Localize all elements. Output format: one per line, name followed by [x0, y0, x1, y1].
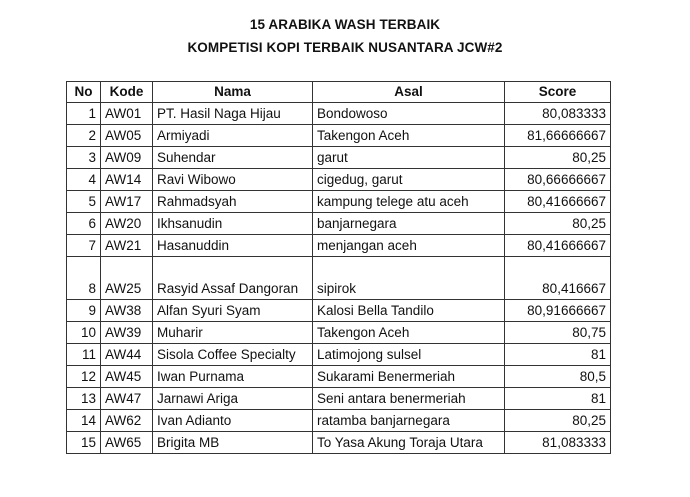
table-row — [67, 191, 611, 213]
table-row — [67, 257, 611, 300]
table-row — [67, 213, 611, 235]
table-row — [67, 300, 611, 322]
cell-no: 11 — [67, 344, 101, 366]
cell-score: 80,41666667 — [505, 191, 611, 213]
document-title: 15 ARABIKA WASH TERBAIK — [249, 17, 441, 32]
cell-nama: Rahmadsyah — [153, 191, 313, 213]
cell-nama: Suhendar — [153, 147, 313, 169]
cell-asal: menjangan aceh — [313, 235, 505, 257]
cell-nama: Brigita MB — [153, 432, 313, 454]
cell-asal: ratamba banjarnegara — [313, 410, 505, 432]
cell-nama: Jarnawi Ariga — [153, 388, 313, 410]
cell-asal: Seni antara benermeriah — [313, 388, 505, 410]
cell-asal: Kalosi Bella Tandilo — [313, 300, 505, 322]
table-row — [67, 366, 611, 388]
cell-kode: AW44 — [101, 344, 153, 366]
cell-score: 80,25 — [505, 410, 611, 432]
table-header-row — [67, 82, 611, 103]
cell-asal: To Yasa Akung Toraja Utara — [313, 432, 505, 454]
cell-kode: AW20 — [101, 213, 153, 235]
cell-score: 81,66666667 — [505, 125, 611, 147]
cell-asal: kampung telege atu aceh — [313, 191, 505, 213]
table-row — [67, 410, 611, 432]
header-nama: Nama — [153, 82, 313, 103]
cell-score: 80,416667 — [505, 257, 611, 300]
table-row — [67, 432, 611, 454]
table-row — [67, 388, 611, 410]
cell-kode: AW39 — [101, 322, 153, 344]
cell-no: 14 — [67, 410, 101, 432]
cell-no: 12 — [67, 366, 101, 388]
cell-asal: garut — [313, 147, 505, 169]
cell-asal: Takengon Aceh — [313, 125, 505, 147]
cell-kode: AW45 — [101, 366, 153, 388]
cell-score: 81,083333 — [505, 432, 611, 454]
cell-no: 4 — [67, 169, 101, 191]
cell-nama: Ivan Adianto — [153, 410, 313, 432]
header-score: Score — [505, 82, 611, 103]
header-kode: Kode — [101, 82, 153, 103]
cell-nama: Sisola Coffee Specialty — [153, 344, 313, 366]
document-subtitle: KOMPETISI KOPI TERBAIK NUSANTARA JCW#2 — [187, 40, 503, 55]
cell-no: 15 — [67, 432, 101, 454]
cell-kode: AW05 — [101, 125, 153, 147]
results-table — [66, 81, 611, 454]
cell-kode: AW14 — [101, 169, 153, 191]
cell-score: 80,75 — [505, 322, 611, 344]
cell-no: 3 — [67, 147, 101, 169]
cell-nama: Ravi Wibowo — [153, 169, 313, 191]
cell-score: 81 — [505, 344, 611, 366]
cell-score: 80,25 — [505, 147, 611, 169]
cell-kode: AW01 — [101, 103, 153, 125]
cell-asal: banjarnegara — [313, 213, 505, 235]
cell-kode: AW65 — [101, 432, 153, 454]
cell-nama: Alfan Syuri Syam — [153, 300, 313, 322]
cell-score: 80,41666667 — [505, 235, 611, 257]
cell-nama: Muharir — [153, 322, 313, 344]
header-asal: Asal — [313, 82, 505, 103]
cell-nama: Rasyid Assaf Dangoran — [153, 257, 313, 300]
table-row — [67, 125, 611, 147]
cell-nama: Iwan Purnama — [153, 366, 313, 388]
table-row — [67, 344, 611, 366]
cell-asal: Sukarami Benermeriah — [313, 366, 505, 388]
cell-no: 8 — [67, 257, 101, 300]
cell-score: 80,91666667 — [505, 300, 611, 322]
cell-no: 6 — [67, 213, 101, 235]
table-row — [67, 103, 611, 125]
cell-no: 1 — [67, 103, 101, 125]
cell-nama: Armiyadi — [153, 125, 313, 147]
cell-kode: AW47 — [101, 388, 153, 410]
cell-no: 5 — [67, 191, 101, 213]
cell-no: 10 — [67, 322, 101, 344]
cell-kode: AW38 — [101, 300, 153, 322]
cell-kode: AW25 — [101, 257, 153, 300]
cell-nama: Hasanuddin — [153, 235, 313, 257]
table-row — [67, 169, 611, 191]
cell-score: 80,66666667 — [505, 169, 611, 191]
cell-no: 7 — [67, 235, 101, 257]
cell-kode: AW17 — [101, 191, 153, 213]
cell-no: 2 — [67, 125, 101, 147]
cell-score: 80,083333 — [505, 103, 611, 125]
table-row — [67, 147, 611, 169]
cell-kode: AW21 — [101, 235, 153, 257]
cell-kode: AW09 — [101, 147, 153, 169]
cell-kode: AW62 — [101, 410, 153, 432]
cell-no: 13 — [67, 388, 101, 410]
cell-asal: Latimojong sulsel — [313, 344, 505, 366]
table-row — [67, 235, 611, 257]
cell-score: 80,5 — [505, 366, 611, 388]
table-row — [67, 322, 611, 344]
cell-asal: cigedug, garut — [313, 169, 505, 191]
cell-nama: Ikhsanudin — [153, 213, 313, 235]
cell-score: 81 — [505, 388, 611, 410]
cell-score: 80,25 — [505, 213, 611, 235]
header-no: No — [67, 82, 101, 103]
cell-nama: PT. Hasil Naga Hijau — [153, 103, 313, 125]
cell-asal: sipirok — [313, 257, 505, 300]
cell-asal: Takengon Aceh — [313, 322, 505, 344]
cell-asal: Bondowoso — [313, 103, 505, 125]
cell-no: 9 — [67, 300, 101, 322]
